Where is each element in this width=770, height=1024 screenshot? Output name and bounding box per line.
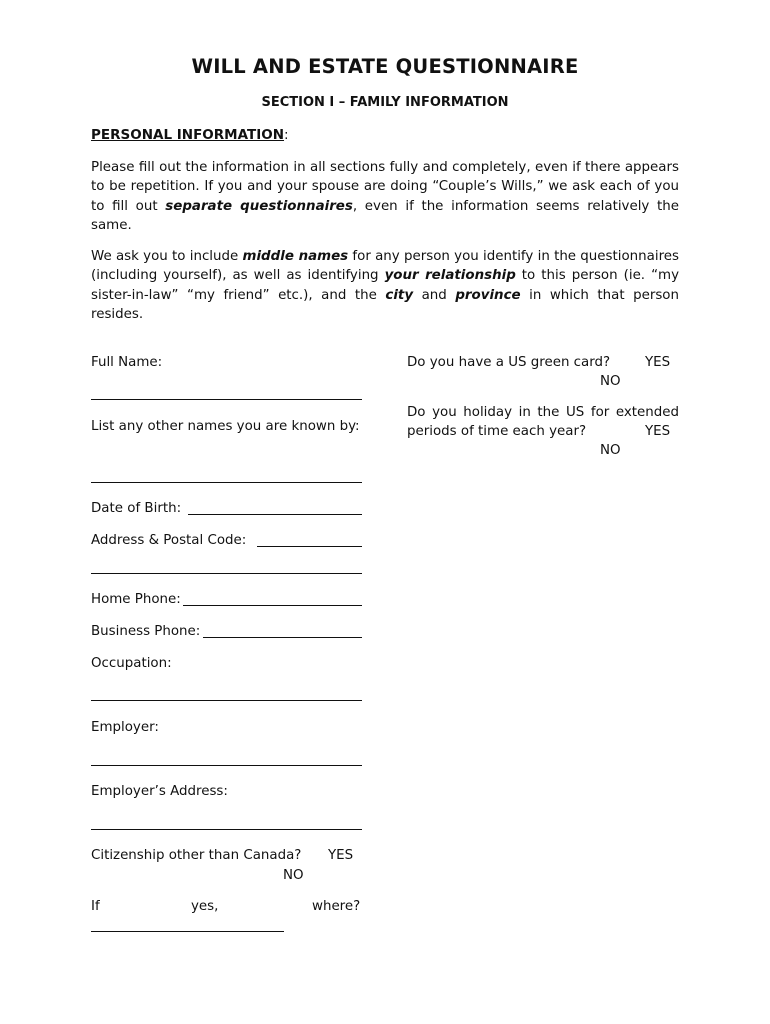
business-phone-label: Business Phone:: [91, 624, 201, 639]
full-name-field[interactable]: [91, 399, 362, 400]
para2-text-i: in which that person resides.: [91, 287, 679, 322]
instructions-paragraph-1: [91, 158, 679, 235]
address-label: Address & Postal Code:: [91, 533, 247, 548]
holiday-label: Do you holiday in the US for extended periods of time each year?: [407, 405, 679, 440]
other-names-field[interactable]: [91, 482, 362, 483]
citizenship-yes-option[interactable]: YES: [328, 848, 354, 863]
para2-text-g: and: [413, 287, 456, 303]
occupation-label: Occupation:: [91, 656, 172, 671]
full-name-label: Full Name:: [91, 355, 163, 370]
personal-info-heading-label: PERSONAL INFORMATION: [91, 127, 285, 143]
citizenship-label: Citizenship other than Canada?: [91, 848, 302, 863]
dob-field[interactable]: [188, 514, 362, 515]
section-title: SECTION I – FAMILY INFORMATION: [261, 95, 509, 110]
holiday-yes-option[interactable]: YES: [645, 424, 671, 439]
personal-info-heading: [91, 127, 289, 143]
citizenship-no-option[interactable]: NO: [283, 868, 304, 883]
occupation-field[interactable]: [91, 700, 362, 701]
heading-colon: :: [284, 127, 289, 143]
para2-text-e: to this person (ie. “my sister-in-law” “my friend” etc.), and the: [91, 268, 679, 303]
green-card-label: Do you have a US green card?: [407, 355, 611, 370]
para2-text-a: We ask you to include: [91, 249, 243, 264]
if-yes-word-1: If: [91, 899, 100, 914]
para2-city: city: [385, 287, 414, 303]
employer-address-field[interactable]: [91, 829, 362, 830]
if-yes-word-3: where?: [312, 899, 361, 914]
para2-text-c: for any person you identify in the questionnaires (including yourself), as well as identifying: [91, 249, 679, 284]
holiday-no-option[interactable]: NO: [600, 443, 621, 458]
para1-emphasis: separate questionnaires: [165, 198, 353, 214]
employer-field[interactable]: [91, 765, 362, 766]
para1-text-a: Please fill out the information in all sections fully and completely, even if there appears to be repetition. If you and your spouse are doing “Couple’s Wills,” we ask each of you to fill out: [91, 160, 679, 214]
para2-province: province: [455, 287, 521, 303]
document-title: WILL AND ESTATE QUESTIONNAIRE: [191, 55, 579, 78]
business-phone-field[interactable]: [203, 637, 362, 638]
green-card-yes-option[interactable]: YES: [645, 355, 671, 370]
employer-address-label: Employer’s Address:: [91, 784, 228, 799]
para2-middle-names: middle names: [242, 249, 349, 264]
para1-text-c: , even if the information seems relatively the same.: [91, 198, 679, 233]
dob-label: Date of Birth:: [91, 501, 182, 516]
citizenship-where-field[interactable]: [91, 931, 284, 932]
address-field-line-1[interactable]: [257, 546, 362, 547]
green-card-no-option[interactable]: NO: [600, 374, 621, 389]
if-yes-word-2: yes,: [191, 899, 219, 914]
address-field-line-2[interactable]: [91, 573, 362, 574]
home-phone-field[interactable]: [183, 605, 362, 606]
home-phone-label: Home Phone:: [91, 592, 181, 607]
instructions-paragraph-2: [91, 247, 679, 324]
other-names-label: List any other names you are known by:: [91, 419, 360, 434]
para2-relationship: your relationship: [384, 268, 516, 284]
employer-label: Employer:: [91, 720, 159, 735]
